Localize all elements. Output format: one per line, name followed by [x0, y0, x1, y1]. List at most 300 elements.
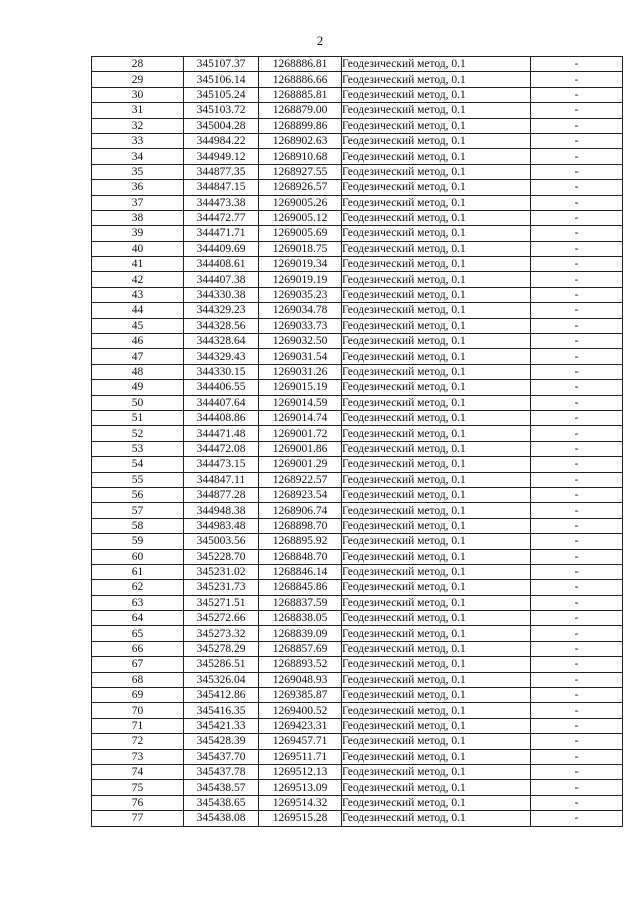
note-cell: - — [531, 210, 623, 225]
x-coordinate-cell: 345273.32 — [184, 626, 259, 641]
point-number-cell: 28 — [92, 57, 184, 72]
note-cell: - — [531, 226, 623, 241]
note-cell: - — [531, 380, 623, 395]
table-row — [92, 626, 623, 641]
point-number-cell: 65 — [92, 626, 184, 641]
x-coordinate-cell: 345004.28 — [184, 118, 259, 133]
x-coordinate-cell: 344329.43 — [184, 349, 259, 364]
x-coordinate-cell: 345231.02 — [184, 564, 259, 579]
x-coordinate-cell: 345416.35 — [184, 703, 259, 718]
note-cell: - — [531, 103, 623, 118]
table-row — [92, 688, 623, 703]
y-coordinate-cell: 1269514.32 — [259, 795, 342, 810]
y-coordinate-cell: 1269014.74 — [259, 410, 342, 425]
x-coordinate-cell: 345412.86 — [184, 688, 259, 703]
note-cell: - — [531, 764, 623, 779]
note-cell: - — [531, 518, 623, 533]
y-coordinate-cell: 1268893.52 — [259, 657, 342, 672]
method-accuracy-cell: Геодезический метод, 0.1 — [342, 564, 531, 579]
x-coordinate-cell: 345003.56 — [184, 534, 259, 549]
table-row — [92, 734, 623, 749]
x-coordinate-cell: 345438.57 — [184, 780, 259, 795]
point-number-cell: 63 — [92, 595, 184, 610]
table-row — [92, 811, 623, 826]
table-row — [92, 441, 623, 456]
table-row — [92, 180, 623, 195]
method-accuracy-cell: Геодезический метод, 0.1 — [342, 641, 531, 656]
x-coordinate-cell: 345438.65 — [184, 795, 259, 810]
x-coordinate-cell: 344877.35 — [184, 164, 259, 179]
table-row — [92, 364, 623, 379]
table-row — [92, 780, 623, 795]
x-coordinate-cell: 344984.22 — [184, 133, 259, 148]
note-cell: - — [531, 195, 623, 210]
x-coordinate-cell: 344408.86 — [184, 410, 259, 425]
method-accuracy-cell: Геодезический метод, 0.1 — [342, 118, 531, 133]
y-coordinate-cell: 1268886.66 — [259, 72, 342, 87]
table-row — [92, 57, 623, 72]
method-accuracy-cell: Геодезический метод, 0.1 — [342, 380, 531, 395]
table-row — [92, 318, 623, 333]
point-number-cell: 62 — [92, 580, 184, 595]
method-accuracy-cell: Геодезический метод, 0.1 — [342, 472, 531, 487]
point-number-cell: 32 — [92, 118, 184, 133]
x-coordinate-cell: 344408.61 — [184, 257, 259, 272]
point-number-cell: 42 — [92, 272, 184, 287]
y-coordinate-cell: 1268922.57 — [259, 472, 342, 487]
x-coordinate-cell: 344949.12 — [184, 149, 259, 164]
method-accuracy-cell: Геодезический метод, 0.1 — [342, 241, 531, 256]
note-cell: - — [531, 87, 623, 102]
x-coordinate-cell: 345421.33 — [184, 718, 259, 733]
note-cell: - — [531, 811, 623, 826]
y-coordinate-cell: 1269031.54 — [259, 349, 342, 364]
point-number-cell: 56 — [92, 487, 184, 502]
table-row — [92, 426, 623, 441]
x-coordinate-cell: 345103.72 — [184, 103, 259, 118]
y-coordinate-cell: 1268839.09 — [259, 626, 342, 641]
table-row — [92, 410, 623, 425]
point-number-cell: 64 — [92, 611, 184, 626]
table-row — [92, 272, 623, 287]
method-accuracy-cell: Геодезический метод, 0.1 — [342, 149, 531, 164]
y-coordinate-cell: 1268927.55 — [259, 164, 342, 179]
table-row — [92, 503, 623, 518]
point-number-cell: 70 — [92, 703, 184, 718]
method-accuracy-cell: Геодезический метод, 0.1 — [342, 210, 531, 225]
y-coordinate-cell: 1268899.86 — [259, 118, 342, 133]
method-accuracy-cell: Геодезический метод, 0.1 — [342, 395, 531, 410]
x-coordinate-cell: 345437.78 — [184, 764, 259, 779]
method-accuracy-cell: Геодезический метод, 0.1 — [342, 334, 531, 349]
point-number-cell: 66 — [92, 641, 184, 656]
y-coordinate-cell: 1268837.59 — [259, 595, 342, 610]
point-number-cell: 30 — [92, 87, 184, 102]
method-accuracy-cell: Геодезический метод, 0.1 — [342, 349, 531, 364]
method-accuracy-cell: Геодезический метод, 0.1 — [342, 164, 531, 179]
y-coordinate-cell: 1268910.68 — [259, 149, 342, 164]
table-row — [92, 241, 623, 256]
y-coordinate-cell: 1269005.26 — [259, 195, 342, 210]
point-number-cell: 61 — [92, 564, 184, 579]
note-cell: - — [531, 718, 623, 733]
point-number-cell: 72 — [92, 734, 184, 749]
x-coordinate-cell: 344330.38 — [184, 287, 259, 302]
note-cell: - — [531, 349, 623, 364]
table-row — [92, 380, 623, 395]
y-coordinate-cell: 1269457.71 — [259, 734, 342, 749]
point-number-cell: 67 — [92, 657, 184, 672]
x-coordinate-cell: 344847.15 — [184, 180, 259, 195]
x-coordinate-cell: 344473.38 — [184, 195, 259, 210]
table-row — [92, 349, 623, 364]
note-cell: - — [531, 118, 623, 133]
note-cell: - — [531, 303, 623, 318]
point-number-cell: 58 — [92, 518, 184, 533]
table-row — [92, 195, 623, 210]
point-number-cell: 68 — [92, 672, 184, 687]
method-accuracy-cell: Геодезический метод, 0.1 — [342, 518, 531, 533]
note-cell: - — [531, 149, 623, 164]
y-coordinate-cell: 1269001.86 — [259, 441, 342, 456]
note-cell: - — [531, 364, 623, 379]
table-row — [92, 595, 623, 610]
note-cell: - — [531, 441, 623, 456]
y-coordinate-cell: 1269018.75 — [259, 241, 342, 256]
point-number-cell: 55 — [92, 472, 184, 487]
note-cell: - — [531, 472, 623, 487]
table-row — [92, 334, 623, 349]
point-number-cell: 54 — [92, 457, 184, 472]
x-coordinate-cell: 344983.48 — [184, 518, 259, 533]
y-coordinate-cell: 1269005.69 — [259, 226, 342, 241]
y-coordinate-cell: 1268923.54 — [259, 487, 342, 502]
table-row — [92, 657, 623, 672]
y-coordinate-cell: 1268898.70 — [259, 518, 342, 533]
method-accuracy-cell: Геодезический метод, 0.1 — [342, 364, 531, 379]
point-number-cell: 51 — [92, 410, 184, 425]
x-coordinate-cell: 344407.64 — [184, 395, 259, 410]
x-coordinate-cell: 344847.11 — [184, 472, 259, 487]
method-accuracy-cell: Геодезический метод, 0.1 — [342, 811, 531, 826]
point-number-cell: 29 — [92, 72, 184, 87]
table-row — [92, 472, 623, 487]
x-coordinate-cell: 345428.39 — [184, 734, 259, 749]
note-cell: - — [531, 780, 623, 795]
y-coordinate-cell: 1269515.28 — [259, 811, 342, 826]
table-row — [92, 257, 623, 272]
y-coordinate-cell: 1269014.59 — [259, 395, 342, 410]
table-row — [92, 87, 623, 102]
x-coordinate-cell: 344409.69 — [184, 241, 259, 256]
point-number-cell: 40 — [92, 241, 184, 256]
x-coordinate-cell: 344328.56 — [184, 318, 259, 333]
x-coordinate-cell: 345107.37 — [184, 57, 259, 72]
note-cell: - — [531, 72, 623, 87]
table-row — [92, 303, 623, 318]
note-cell: - — [531, 410, 623, 425]
table-row — [92, 287, 623, 302]
y-coordinate-cell: 1269400.52 — [259, 703, 342, 718]
y-coordinate-cell: 1269032.50 — [259, 334, 342, 349]
note-cell: - — [531, 626, 623, 641]
note-cell: - — [531, 688, 623, 703]
method-accuracy-cell: Геодезический метод, 0.1 — [342, 103, 531, 118]
method-accuracy-cell: Геодезический метод, 0.1 — [342, 487, 531, 502]
table-row — [92, 611, 623, 626]
y-coordinate-cell: 1269035.23 — [259, 287, 342, 302]
note-cell: - — [531, 318, 623, 333]
point-number-cell: 73 — [92, 749, 184, 764]
point-number-cell: 76 — [92, 795, 184, 810]
y-coordinate-cell: 1268848.70 — [259, 549, 342, 564]
table-row — [92, 149, 623, 164]
y-coordinate-cell: 1268926.57 — [259, 180, 342, 195]
method-accuracy-cell: Геодезический метод, 0.1 — [342, 580, 531, 595]
method-accuracy-cell: Геодезический метод, 0.1 — [342, 272, 531, 287]
note-cell: - — [531, 503, 623, 518]
coordinates-table-body — [92, 57, 623, 827]
table-row — [92, 703, 623, 718]
table-row — [92, 641, 623, 656]
method-accuracy-cell: Геодезический метод, 0.1 — [342, 180, 531, 195]
table-row — [92, 457, 623, 472]
x-coordinate-cell: 345278.29 — [184, 641, 259, 656]
note-cell: - — [531, 180, 623, 195]
method-accuracy-cell: Геодезический метод, 0.1 — [342, 457, 531, 472]
table-row — [92, 72, 623, 87]
x-coordinate-cell: 344406.55 — [184, 380, 259, 395]
table-row — [92, 718, 623, 733]
note-cell: - — [531, 257, 623, 272]
table-row — [92, 103, 623, 118]
point-number-cell: 36 — [92, 180, 184, 195]
note-cell: - — [531, 734, 623, 749]
note-cell: - — [531, 795, 623, 810]
table-row — [92, 564, 623, 579]
note-cell: - — [531, 395, 623, 410]
point-number-cell: 52 — [92, 426, 184, 441]
method-accuracy-cell: Геодезический метод, 0.1 — [342, 257, 531, 272]
method-accuracy-cell: Геодезический метод, 0.1 — [342, 318, 531, 333]
method-accuracy-cell: Геодезический метод, 0.1 — [342, 718, 531, 733]
method-accuracy-cell: Геодезический метод, 0.1 — [342, 57, 531, 72]
method-accuracy-cell: Геодезический метод, 0.1 — [342, 688, 531, 703]
x-coordinate-cell: 344329.23 — [184, 303, 259, 318]
y-coordinate-cell: 1269019.34 — [259, 257, 342, 272]
method-accuracy-cell: Геодезический метод, 0.1 — [342, 133, 531, 148]
y-coordinate-cell: 1269513.09 — [259, 780, 342, 795]
y-coordinate-cell: 1268846.14 — [259, 564, 342, 579]
table-row — [92, 518, 623, 533]
x-coordinate-cell: 345326.04 — [184, 672, 259, 687]
x-coordinate-cell: 344877.28 — [184, 487, 259, 502]
y-coordinate-cell: 1269015.19 — [259, 380, 342, 395]
point-number-cell: 43 — [92, 287, 184, 302]
note-cell: - — [531, 287, 623, 302]
method-accuracy-cell: Геодезический метод, 0.1 — [342, 287, 531, 302]
method-accuracy-cell: Геодезический метод, 0.1 — [342, 195, 531, 210]
x-coordinate-cell: 344328.64 — [184, 334, 259, 349]
note-cell: - — [531, 57, 623, 72]
table-row — [92, 226, 623, 241]
y-coordinate-cell: 1268886.81 — [259, 57, 342, 72]
y-coordinate-cell: 1268845.86 — [259, 580, 342, 595]
point-number-cell: 38 — [92, 210, 184, 225]
note-cell: - — [531, 133, 623, 148]
note-cell: - — [531, 672, 623, 687]
y-coordinate-cell: 1269019.19 — [259, 272, 342, 287]
table-row — [92, 487, 623, 502]
y-coordinate-cell: 1268895.92 — [259, 534, 342, 549]
note-cell: - — [531, 272, 623, 287]
point-number-cell: 34 — [92, 149, 184, 164]
x-coordinate-cell: 345272.66 — [184, 611, 259, 626]
coordinates-table — [91, 56, 623, 827]
y-coordinate-cell: 1268879.00 — [259, 103, 342, 118]
method-accuracy-cell: Геодезический метод, 0.1 — [342, 303, 531, 318]
note-cell: - — [531, 657, 623, 672]
point-number-cell: 71 — [92, 718, 184, 733]
note-cell: - — [531, 487, 623, 502]
point-number-cell: 44 — [92, 303, 184, 318]
method-accuracy-cell: Геодезический метод, 0.1 — [342, 595, 531, 610]
x-coordinate-cell: 345105.24 — [184, 87, 259, 102]
y-coordinate-cell: 1268857.69 — [259, 641, 342, 656]
method-accuracy-cell: Геодезический метод, 0.1 — [342, 657, 531, 672]
method-accuracy-cell: Геодезический метод, 0.1 — [342, 795, 531, 810]
method-accuracy-cell: Геодезический метод, 0.1 — [342, 410, 531, 425]
method-accuracy-cell: Геодезический метод, 0.1 — [342, 72, 531, 87]
y-coordinate-cell: 1269423.31 — [259, 718, 342, 733]
note-cell: - — [531, 703, 623, 718]
x-coordinate-cell: 345271.51 — [184, 595, 259, 610]
method-accuracy-cell: Геодезический метод, 0.1 — [342, 226, 531, 241]
y-coordinate-cell: 1269033.73 — [259, 318, 342, 333]
method-accuracy-cell: Геодезический метод, 0.1 — [342, 749, 531, 764]
y-coordinate-cell: 1269385.87 — [259, 688, 342, 703]
table-row — [92, 795, 623, 810]
note-cell: - — [531, 580, 623, 595]
method-accuracy-cell: Геодезический метод, 0.1 — [342, 549, 531, 564]
point-number-cell: 35 — [92, 164, 184, 179]
x-coordinate-cell: 344472.08 — [184, 441, 259, 456]
table-row — [92, 118, 623, 133]
x-coordinate-cell: 344471.48 — [184, 426, 259, 441]
point-number-cell: 74 — [92, 764, 184, 779]
method-accuracy-cell: Геодезический метод, 0.1 — [342, 764, 531, 779]
x-coordinate-cell: 344407.38 — [184, 272, 259, 287]
x-coordinate-cell: 344473.15 — [184, 457, 259, 472]
point-number-cell: 46 — [92, 334, 184, 349]
point-number-cell: 50 — [92, 395, 184, 410]
table-row — [92, 210, 623, 225]
method-accuracy-cell: Геодезический метод, 0.1 — [342, 626, 531, 641]
y-coordinate-cell: 1269031.26 — [259, 364, 342, 379]
note-cell: - — [531, 595, 623, 610]
note-cell: - — [531, 457, 623, 472]
note-cell: - — [531, 611, 623, 626]
point-number-cell: 39 — [92, 226, 184, 241]
x-coordinate-cell: 345228.70 — [184, 549, 259, 564]
note-cell: - — [531, 564, 623, 579]
point-number-cell: 41 — [92, 257, 184, 272]
point-number-cell: 57 — [92, 503, 184, 518]
note-cell: - — [531, 749, 623, 764]
x-coordinate-cell: 345437.70 — [184, 749, 259, 764]
method-accuracy-cell: Геодезический метод, 0.1 — [342, 503, 531, 518]
point-number-cell: 77 — [92, 811, 184, 826]
point-number-cell: 59 — [92, 534, 184, 549]
y-coordinate-cell: 1269512.13 — [259, 764, 342, 779]
point-number-cell: 53 — [92, 441, 184, 456]
y-coordinate-cell: 1269034.78 — [259, 303, 342, 318]
x-coordinate-cell: 344471.71 — [184, 226, 259, 241]
y-coordinate-cell: 1269001.29 — [259, 457, 342, 472]
page-number: 2 — [316, 33, 324, 48]
note-cell: - — [531, 334, 623, 349]
point-number-cell: 48 — [92, 364, 184, 379]
method-accuracy-cell: Геодезический метод, 0.1 — [342, 611, 531, 626]
method-accuracy-cell: Геодезический метод, 0.1 — [342, 534, 531, 549]
y-coordinate-cell: 1269001.72 — [259, 426, 342, 441]
method-accuracy-cell: Геодезический метод, 0.1 — [342, 780, 531, 795]
table-row — [92, 395, 623, 410]
table-row — [92, 749, 623, 764]
table-row — [92, 164, 623, 179]
y-coordinate-cell: 1269048.93 — [259, 672, 342, 687]
method-accuracy-cell: Геодезический метод, 0.1 — [342, 672, 531, 687]
method-accuracy-cell: Геодезический метод, 0.1 — [342, 441, 531, 456]
point-number-cell: 75 — [92, 780, 184, 795]
table-row — [92, 672, 623, 687]
x-coordinate-cell: 345231.73 — [184, 580, 259, 595]
table-row — [92, 534, 623, 549]
point-number-cell: 60 — [92, 549, 184, 564]
y-coordinate-cell: 1268902.63 — [259, 133, 342, 148]
y-coordinate-cell: 1268885.81 — [259, 87, 342, 102]
note-cell: - — [531, 641, 623, 656]
x-coordinate-cell: 345106.14 — [184, 72, 259, 87]
x-coordinate-cell: 345438.08 — [184, 811, 259, 826]
point-number-cell: 33 — [92, 133, 184, 148]
note-cell: - — [531, 241, 623, 256]
table-row — [92, 580, 623, 595]
x-coordinate-cell: 344330.15 — [184, 364, 259, 379]
point-number-cell: 49 — [92, 380, 184, 395]
table-row — [92, 133, 623, 148]
point-number-cell: 37 — [92, 195, 184, 210]
x-coordinate-cell: 345286.51 — [184, 657, 259, 672]
x-coordinate-cell: 344948.38 — [184, 503, 259, 518]
table-row — [92, 764, 623, 779]
method-accuracy-cell: Геодезический метод, 0.1 — [342, 426, 531, 441]
x-coordinate-cell: 344472.77 — [184, 210, 259, 225]
point-number-cell: 69 — [92, 688, 184, 703]
point-number-cell: 31 — [92, 103, 184, 118]
note-cell: - — [531, 534, 623, 549]
method-accuracy-cell: Геодезический метод, 0.1 — [342, 734, 531, 749]
y-coordinate-cell: 1269005.12 — [259, 210, 342, 225]
point-number-cell: 47 — [92, 349, 184, 364]
y-coordinate-cell: 1268906.74 — [259, 503, 342, 518]
note-cell: - — [531, 164, 623, 179]
note-cell: - — [531, 549, 623, 564]
method-accuracy-cell: Геодезический метод, 0.1 — [342, 87, 531, 102]
method-accuracy-cell: Геодезический метод, 0.1 — [342, 703, 531, 718]
y-coordinate-cell: 1269511.71 — [259, 749, 342, 764]
note-cell: - — [531, 426, 623, 441]
